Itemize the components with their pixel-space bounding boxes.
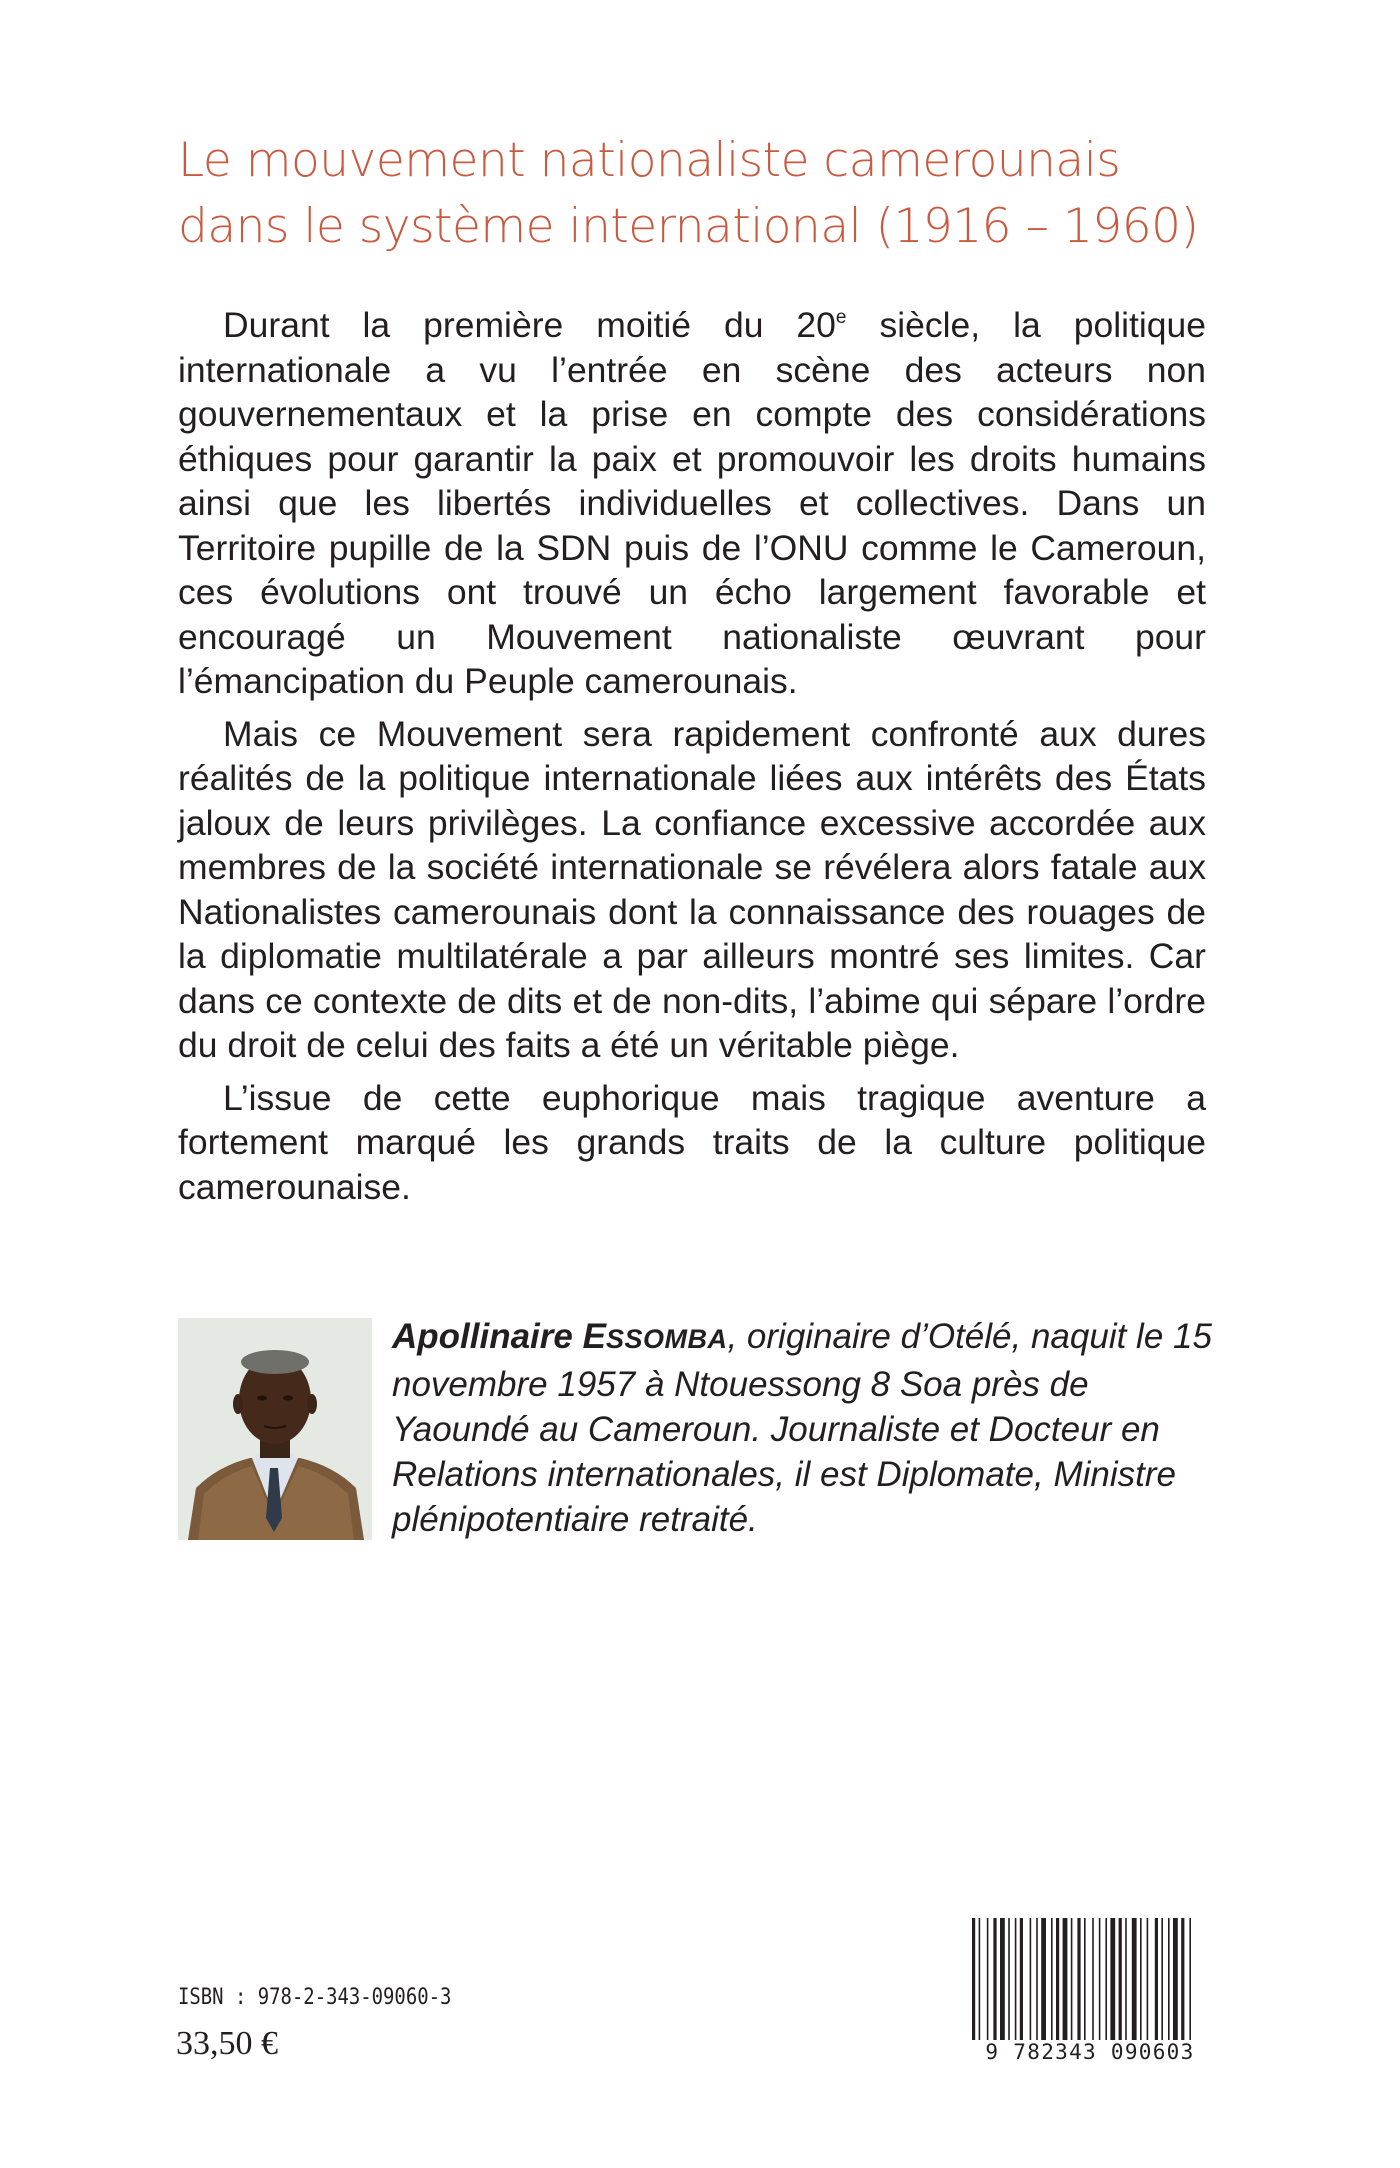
barcode-bar xyxy=(1125,1918,1127,2042)
isbn-label: ISBN : 978-2-343-09060-3 xyxy=(178,1985,452,2010)
barcode-bar xyxy=(1000,1918,1005,2042)
barcode-bar xyxy=(1063,1918,1068,2042)
author-last-name-initial: E xyxy=(582,1317,606,1356)
barcode-bar xyxy=(993,1918,996,2042)
barcode-bar xyxy=(1015,1918,1017,2042)
barcode-bar xyxy=(1168,1918,1170,2042)
barcode-bar xyxy=(1110,1918,1115,2042)
barcode-bar xyxy=(1051,1918,1053,2042)
barcode-bar xyxy=(1105,1918,1107,2042)
price: 33,50 € xyxy=(176,2025,278,2062)
author-bio xyxy=(392,1314,1212,1542)
author-first-name: Apollinaire xyxy=(392,1317,573,1356)
summary-paragraph-1 xyxy=(178,303,1206,704)
superscript-e: e xyxy=(835,307,847,328)
barcode-bar xyxy=(1161,1918,1163,2042)
barcode-bar xyxy=(1155,1918,1158,2042)
barcode-bar xyxy=(1020,1918,1023,2042)
author-photo xyxy=(178,1318,372,1540)
author-last-name-rest: SSOMBA xyxy=(605,1324,728,1354)
barcode-bar xyxy=(1181,1918,1184,2042)
barcode-bar xyxy=(1084,1918,1086,2058)
barcode-number: 9 782343 090603 xyxy=(968,2040,1212,2064)
barcode-bar xyxy=(1030,1918,1032,2042)
title-line-1: Le mouvement nationaliste camerounais xyxy=(178,133,1121,188)
barcode-bar xyxy=(1132,1918,1137,2042)
barcode-bar xyxy=(987,1918,989,2042)
summary-paragraph-3: L’issue de cette euphorique mais tragique aventure a fortement marqué les grands traits de la culture politique camerounaise. xyxy=(178,1077,1206,1207)
barcode-bar xyxy=(1092,1918,1094,2042)
title-line-2: dans le système international (1916 – 1960) xyxy=(178,199,1199,254)
barcode-bar xyxy=(1147,1918,1149,2042)
barcode-bar xyxy=(972,1918,975,2058)
barcode-bar xyxy=(1140,1918,1142,2042)
barcode-bar xyxy=(1056,1918,1059,2042)
summary-p1-start: Durant la première moitié du 20 xyxy=(223,305,836,345)
author-portrait-image xyxy=(178,1318,372,1540)
summary-paragraph-2: Mais ce Mouvement sera rapidement confronté aux dures réalités de la politique internationale liées aux intérêts des États jaloux de leurs privilèges. La confiance excessive accordée aux membres de la société internationale se révélera alors fatale aux Nationalistes camerounais dont la connaissance des rouages de la diplomatie multilatérale a par ailleurs montré ses limites. Car dans ce contexte de dits et de non-dits, l’abime qui sépare l’ordre du droit de celui des faits a été un véritable piège. xyxy=(178,713,1206,1065)
barcode-bar xyxy=(1189,1918,1191,2058)
summary-p1-rest: siècle, la politique internationale a vu l’entrée en scène des acteurs non gouvernementaux et la prise en compte des considérations éthiques pour garantir la paix et promouvoir les droits humains ainsi que les libertés individuelles et collectives. Dans un Territoire pupille de la SDN puis de l’ONU comme le Cameroun, ces évolutions ont trouvé un écho largement favorable et encouragé un Mouvement nationaliste œuvrant pour l’émancipation du Peuple camerounais. xyxy=(178,305,1206,701)
barcode-bar xyxy=(1071,1918,1073,2042)
barcode-bar xyxy=(1173,1918,1178,2042)
barcode-bar xyxy=(979,1918,981,2058)
barcode-bar xyxy=(1077,1918,1080,2042)
book-title xyxy=(178,128,1278,260)
barcode-bar xyxy=(1036,1918,1038,2042)
barcode-bar xyxy=(1099,1918,1101,2042)
summary-text xyxy=(178,303,1206,1217)
barcode-bar xyxy=(1008,1918,1010,2042)
author-bio-text: , originaire d’Otélé, naquit le 15 novembre 1957 à Ntouessong 8 Soa près de Yaoundé au Cameroun. Journaliste et Docteur en Relations internationales, il est Diplomate, Ministre plénipotentiaire retraité. xyxy=(392,1317,1212,1539)
barcode-bar xyxy=(1119,1918,1122,2042)
barcode-bar xyxy=(1041,1918,1046,2042)
